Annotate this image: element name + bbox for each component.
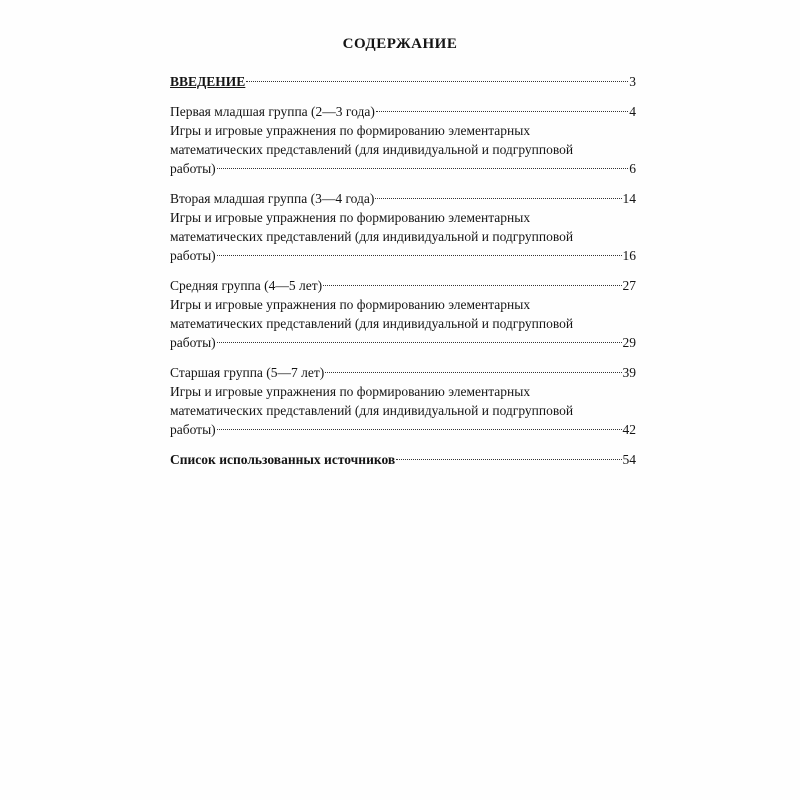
toc-page-number: 3 bbox=[629, 74, 636, 89]
toc-subentry-line: Игры и игровые упражнения по формированию элементарных bbox=[170, 297, 531, 312]
toc-subentry-group1 bbox=[170, 159, 636, 178]
toc-page-number: 16 bbox=[622, 248, 636, 263]
toc-label: Средняя группа (4—5 лет) bbox=[170, 278, 323, 293]
toc-subentry-line: Игры и игровые упражнения по формированию элементарных bbox=[170, 384, 531, 399]
toc-entry-group3 bbox=[170, 276, 636, 295]
toc-subentry-group3 bbox=[170, 333, 636, 352]
leader-dots bbox=[217, 428, 622, 430]
toc-subentry-group2 bbox=[170, 227, 636, 246]
toc-label: Старшая группа (5—7 лет) bbox=[170, 365, 325, 380]
toc-subentry-group2-end bbox=[170, 246, 636, 265]
toc-page-number: 6 bbox=[629, 161, 636, 176]
toc-page-number: 27 bbox=[622, 278, 636, 293]
toc-entry-intro bbox=[170, 72, 636, 91]
toc-subentry-group4 bbox=[170, 420, 636, 439]
leader-dots bbox=[376, 110, 628, 112]
leader-dots bbox=[375, 197, 621, 199]
toc-label: Список использованных источников bbox=[170, 452, 396, 467]
toc-page-number: 39 bbox=[622, 365, 636, 380]
toc-label: ВВЕДЕНИЕ bbox=[170, 74, 246, 89]
toc-label: Первая младшая группа (2—3 года) bbox=[170, 104, 375, 119]
toc-page-number: 29 bbox=[622, 335, 636, 350]
leader-dots bbox=[325, 371, 621, 373]
toc-subentry-line: математических представлений (для индивидуальной и подгрупповой bbox=[170, 316, 574, 331]
leader-dots bbox=[217, 167, 629, 169]
toc-page-number: 42 bbox=[622, 422, 636, 437]
toc-subentry-line: математических представлений (для индивидуальной и подгрупповой bbox=[170, 403, 574, 418]
toc-label: работы) bbox=[170, 422, 216, 437]
table-of-contents bbox=[170, 72, 636, 469]
leader-dots bbox=[396, 458, 621, 460]
toc-label: Вторая младшая группа (3—4 года) bbox=[170, 191, 375, 206]
toc-entry-group4 bbox=[170, 363, 636, 382]
toc-page-number: 54 bbox=[622, 452, 636, 467]
toc-entry-group2 bbox=[170, 189, 636, 208]
toc-label: работы) bbox=[170, 335, 216, 350]
leader-dots bbox=[217, 341, 622, 343]
leader-dots bbox=[246, 80, 628, 82]
toc-label: работы) bbox=[170, 161, 216, 176]
toc-subentry-line: математических представлений (для индивидуальной и подгрупповой bbox=[170, 142, 574, 157]
toc-entry-group1 bbox=[170, 102, 636, 121]
leader-dots bbox=[323, 284, 621, 286]
toc-label: математических представлений (для индивидуальной и подгрупповой bbox=[170, 229, 574, 244]
toc-subentry-line: Игры и игровые упражнения по формированию элементарных bbox=[170, 210, 531, 225]
toc-label: работы) bbox=[170, 248, 216, 263]
page-title: СОДЕРЖАНИЕ bbox=[342, 36, 458, 52]
toc-subentry-line: Игры и игровые упражнения по формированию элементарных bbox=[170, 123, 531, 138]
leader-dots bbox=[217, 254, 622, 256]
toc-page-number: 14 bbox=[622, 191, 636, 206]
toc-entry-sources bbox=[170, 450, 636, 469]
toc-page-number: 4 bbox=[629, 104, 636, 119]
